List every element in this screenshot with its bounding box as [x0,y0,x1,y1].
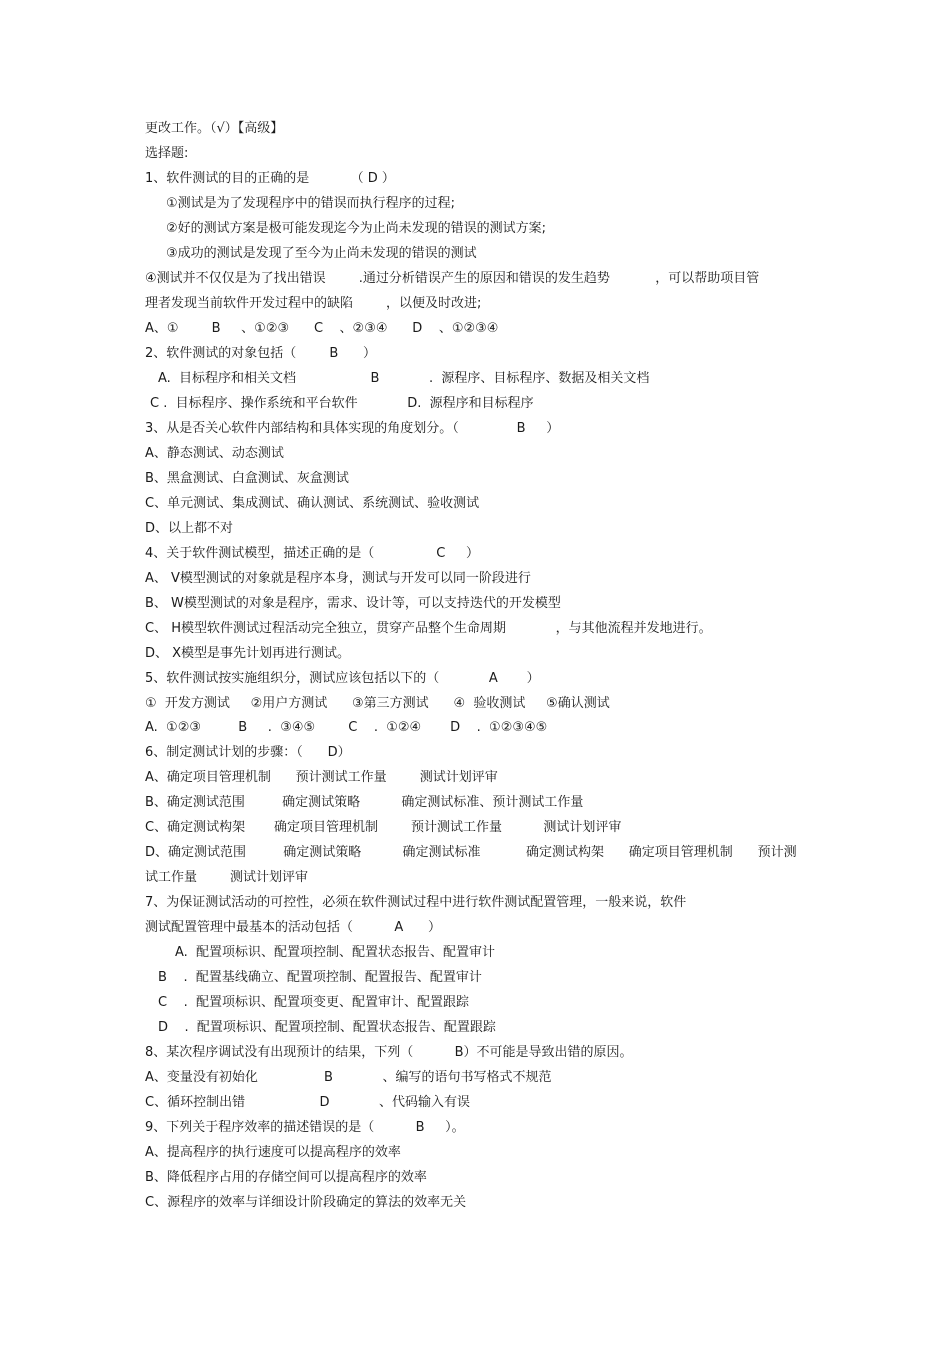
text-line: 1、软件测试的目的正确的是 （ D ） [145,171,395,186]
text-line: 8、某次程序调试没有出现预计的结果，下列（ B）不可能是导致出错的原因。 [145,1045,633,1060]
text-line: A、提高程序的执行速度可以提高程序的效率 [145,1145,401,1160]
text-line: ③成功的测试是发现了至今为止尚未发现的错误的测试 [166,246,477,261]
text-line: 更改工作。（√）【高级】 [145,121,284,136]
text-line: C . 配置项标识、配置项变更、配置审计、配置跟踪 [158,995,470,1010]
text-line: C、单元测试、集成测试、确认测试、系统测试、验收测试 [145,496,480,511]
text-line: ① 开发方测试 ②用户方测试 ③第三方测试 ④ 验收测试 ⑤确认测试 [145,696,610,711]
text-line: 3、从是否关心软件内部结构和具体实现的角度划分。（ B ） [145,421,560,436]
text-line: A. ①②③ B . ③④⑤ C . ①②④ D . ①②③④⑤ [145,720,548,735]
text-line: A. 目标程序和相关文档 B . 源程序、目标程序、数据及相关文档 [158,371,650,386]
text-line: B、降低程序占用的存储空间可以提高程序的效率 [145,1170,427,1185]
text-line: 5、软件测试按实施组织分，测试应该包括以下的（ A ） [145,671,540,686]
text-line: C、 H模型软件测试过程活动完全独立，贯穿产品整个生命周期 ，与其他流程并发地进行。 [145,621,712,636]
text-line: ①测试是为了发现程序中的错误而执行程序的过程; [166,196,456,211]
text-line: A、 V模型测试的对象就是程序本身，测试与开发可以同一阶段进行 [145,571,531,586]
text-line: D、确定测试范围 确定测试策略 确定测试标准 确定测试构架 确定项目管理机制 预计测 [145,845,797,860]
text-line: 理者发现当前软件开发过程中的缺陷 ，以便及时改进; [145,296,482,311]
text-line: B . 配置基线确立、配置项控制、配置报告、配置审计 [158,970,482,985]
text-line: C、确定测试构架 确定项目管理机制 预计测试工作量 测试计划评审 [145,820,622,835]
text-line: 7、为保证测试活动的可控性，必须在软件测试过程中进行软件测试配置管理，一般来说，软件 [145,895,687,910]
text-line: A、变量没有初始化 B 、编写的语句书写格式不规范 [145,1070,552,1085]
text-line: C、源程序的效率与详细设计阶段确定的算法的效率无关 [145,1195,467,1210]
text-line: ④测试并不仅仅是为了找出错误 .通过分析错误产生的原因和错误的发生趋势 ，可以帮助项目管 [145,271,760,286]
text-line: A、① B 、①②③ C 、②③④ D 、①②③④ [145,321,499,336]
text-line: B、 W模型测试的对象是程序，需求、设计等，可以支持迭代的开发模型 [145,596,561,611]
text-line: C . 目标程序、操作系统和平台软件 D. 源程序和目标程序 [150,396,534,411]
text-line: 4、关于软件测试模型，描述正确的是（ C ） [145,546,479,561]
text-line: B、黑盒测试、白盒测试、灰盒测试 [145,471,349,486]
text-line: A、确定项目管理机制 预计测试工作量 测试计划评审 [145,770,498,785]
text-line: A、静态测试、动态测试 [145,446,284,461]
text-line: D、 X模型是事先计划再进行测试。 [145,646,351,661]
text-line: 9、下列关于程序效率的描述错误的是（ B ）。 [145,1120,465,1135]
text-line: D . 配置项标识、配置项控制、配置状态报告、配置跟踪 [158,1020,496,1035]
text-line: 试工作量 测试计划评审 [145,870,309,885]
text-line: ②好的测试方案是极可能发现迄今为止尚未发现的错误的测试方案; [166,221,547,236]
text-line: 2、软件测试的对象包括（ B ） [145,346,377,361]
text-line: C、循环控制出错 D 、代码输入有误 [145,1095,471,1110]
text-line: 选择题: [145,146,189,161]
text-line: 6、制定测试计划的步骤：（ D） [145,745,351,760]
text-line: 测试配置管理中最基本的活动包括（ A ） [145,920,442,935]
text-line: A. 配置项标识、配置项控制、配置状态报告、配置审计 [175,945,496,960]
text-line: B、确定测试范围 确定测试策略 确定测试标准、预计测试工作量 [145,795,584,810]
text-line: D、以上都不对 [145,521,234,536]
